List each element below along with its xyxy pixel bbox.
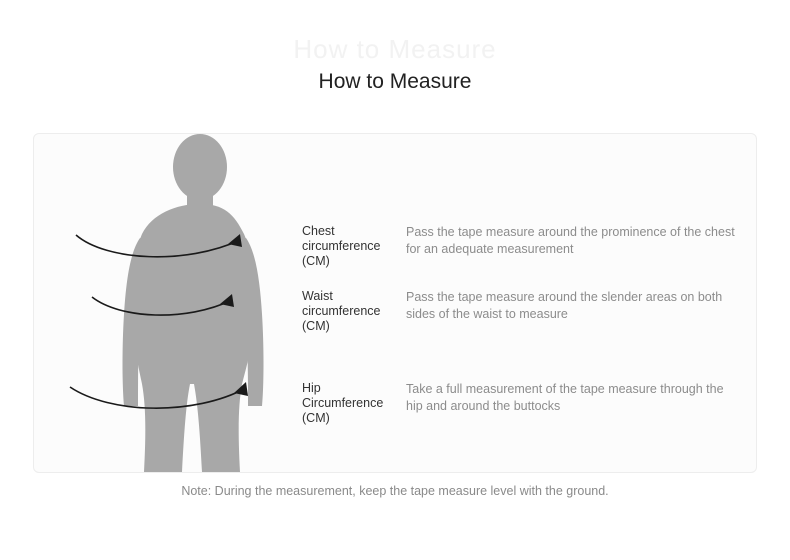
measurement-label-hip (302, 381, 402, 426)
measurement-description-waist: Pass the tape measure around the slender areas on both sides of the waist to measure (406, 290, 723, 321)
label-line-1: Waist (302, 289, 333, 303)
label-line-3: (CM) (302, 254, 330, 268)
measurement-description-hip: Take a full measurement of the tape measure through the hip and around the buttocks (406, 382, 724, 413)
label-line-2: Circumference (302, 396, 384, 410)
measurement-row-chest (302, 224, 762, 269)
label-line-3: (CM) (302, 319, 330, 333)
label-line-2: circumference (302, 239, 381, 253)
body-silhouette-figure (34, 134, 334, 472)
measurement-label-waist (302, 289, 402, 334)
measurement-rows (302, 134, 756, 472)
measurement-row-hip (302, 381, 762, 426)
body-shape (123, 134, 264, 472)
measurement-note: Note: During the measurement, keep the tape measure level with the ground. (181, 484, 609, 498)
label-line-3: (CM) (302, 411, 330, 425)
label-line-1: Chest (302, 224, 335, 238)
label-line-2: circumference (302, 304, 381, 318)
label-line-1: Hip (302, 381, 321, 395)
measurement-panel (33, 133, 757, 473)
page-title: How to Measure (318, 70, 472, 93)
measurement-row-waist (302, 289, 762, 334)
watermark-title: How to Measure (293, 34, 497, 64)
measurement-label-chest (302, 224, 402, 269)
measurement-description-chest: Pass the tape measure around the prominence of the chest for an adequate measurement (406, 225, 735, 256)
